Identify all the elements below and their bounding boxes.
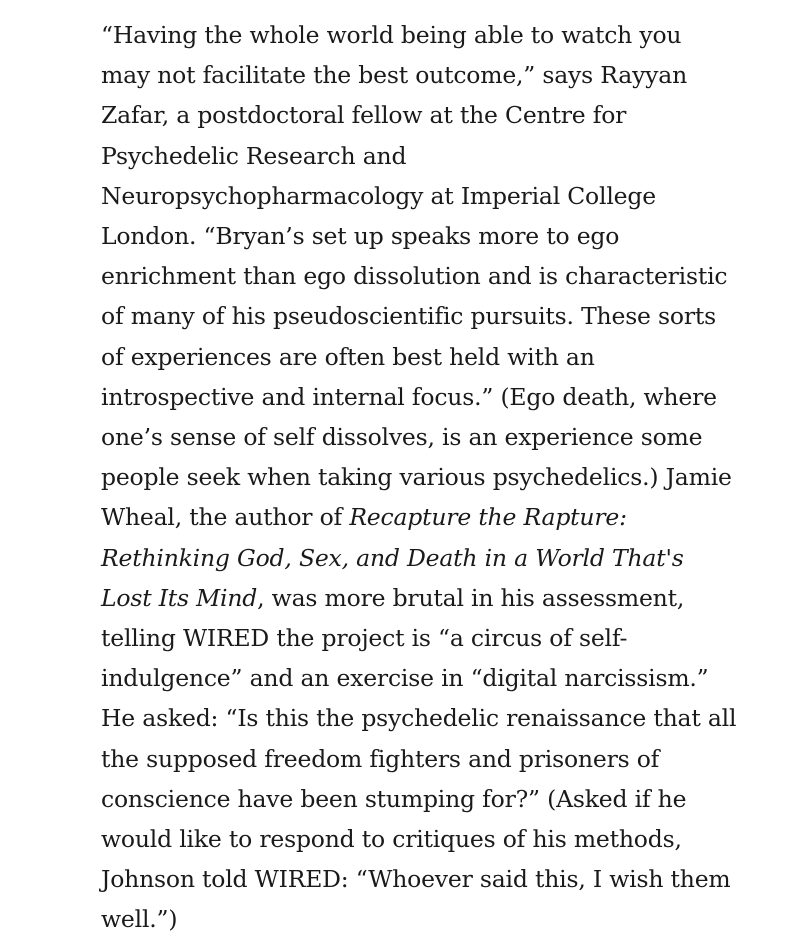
body-text: well.”)	[101, 905, 178, 934]
book-title-text: Rethinking God, Sex, and Death in a World That's	[101, 543, 684, 572]
body-text: Neuropsychopharmacology at Imperial College	[101, 181, 656, 210]
body-text: indulgence” and an exercise in “digital narcissism.”	[101, 664, 709, 693]
body-text: Psychedelic Research and	[101, 141, 407, 170]
text-line	[101, 779, 741, 819]
body-text: He asked: “Is this the psychedelic renaissance that all	[101, 704, 737, 733]
book-title-text: Lost Its Mind	[101, 583, 258, 612]
body-text: , was more brutal in his assessment,	[257, 583, 685, 612]
text-line	[101, 497, 741, 537]
article-paragraph	[101, 15, 741, 940]
text-line	[101, 578, 741, 618]
body-text: Wheal, the author of	[101, 503, 350, 532]
body-text: telling WIRED the project is “a circus of self-	[101, 624, 628, 653]
body-text: may not facilitate the best outcome,” says Rayyan	[101, 61, 688, 90]
text-line	[101, 457, 741, 497]
body-text: London. “Bryan’s set up speaks more to ego	[101, 222, 620, 251]
text-line	[101, 136, 741, 176]
text-line	[101, 55, 741, 95]
text-line	[101, 256, 741, 296]
text-line	[101, 698, 741, 738]
text-line	[101, 216, 741, 256]
text-line	[101, 95, 741, 135]
body-text: of many of his pseudoscientific pursuits. These sorts	[101, 302, 716, 331]
text-line	[101, 739, 741, 779]
article-body	[101, 15, 741, 940]
body-text: would like to respond to critiques of his methods,	[101, 825, 682, 854]
text-line	[101, 15, 741, 55]
body-text: the supposed freedom fighters and prisoners of	[101, 744, 660, 773]
text-line	[101, 618, 741, 658]
text-line	[101, 658, 741, 698]
text-line	[101, 296, 741, 336]
text-line	[101, 337, 741, 377]
text-line	[101, 176, 741, 216]
body-text: one’s sense of self dissolves, is an experience some	[101, 423, 703, 452]
body-text: conscience have been stumping for?” (Asked if he	[101, 784, 687, 813]
body-text: enrichment than ego dissolution and is characteristic	[101, 262, 728, 291]
body-text: of experiences are often best held with an	[101, 342, 595, 371]
text-line	[101, 538, 741, 578]
body-text: “Having the whole world being able to watch you	[101, 21, 682, 49]
body-text: Johnson told WIRED: “Whoever said this, I wish them	[101, 865, 731, 894]
book-title-text: Recapture the Rapture:	[349, 503, 627, 532]
body-text: Zafar, a postdoctoral fellow at the Centre for	[101, 101, 627, 130]
text-line	[101, 899, 741, 939]
text-line	[101, 417, 741, 457]
text-line	[101, 819, 741, 859]
text-line	[101, 859, 741, 899]
body-text: people seek when taking various psychedelics.) Jamie	[101, 463, 732, 492]
text-line	[101, 377, 741, 417]
body-text: introspective and internal focus.” (Ego death, where	[101, 382, 717, 411]
